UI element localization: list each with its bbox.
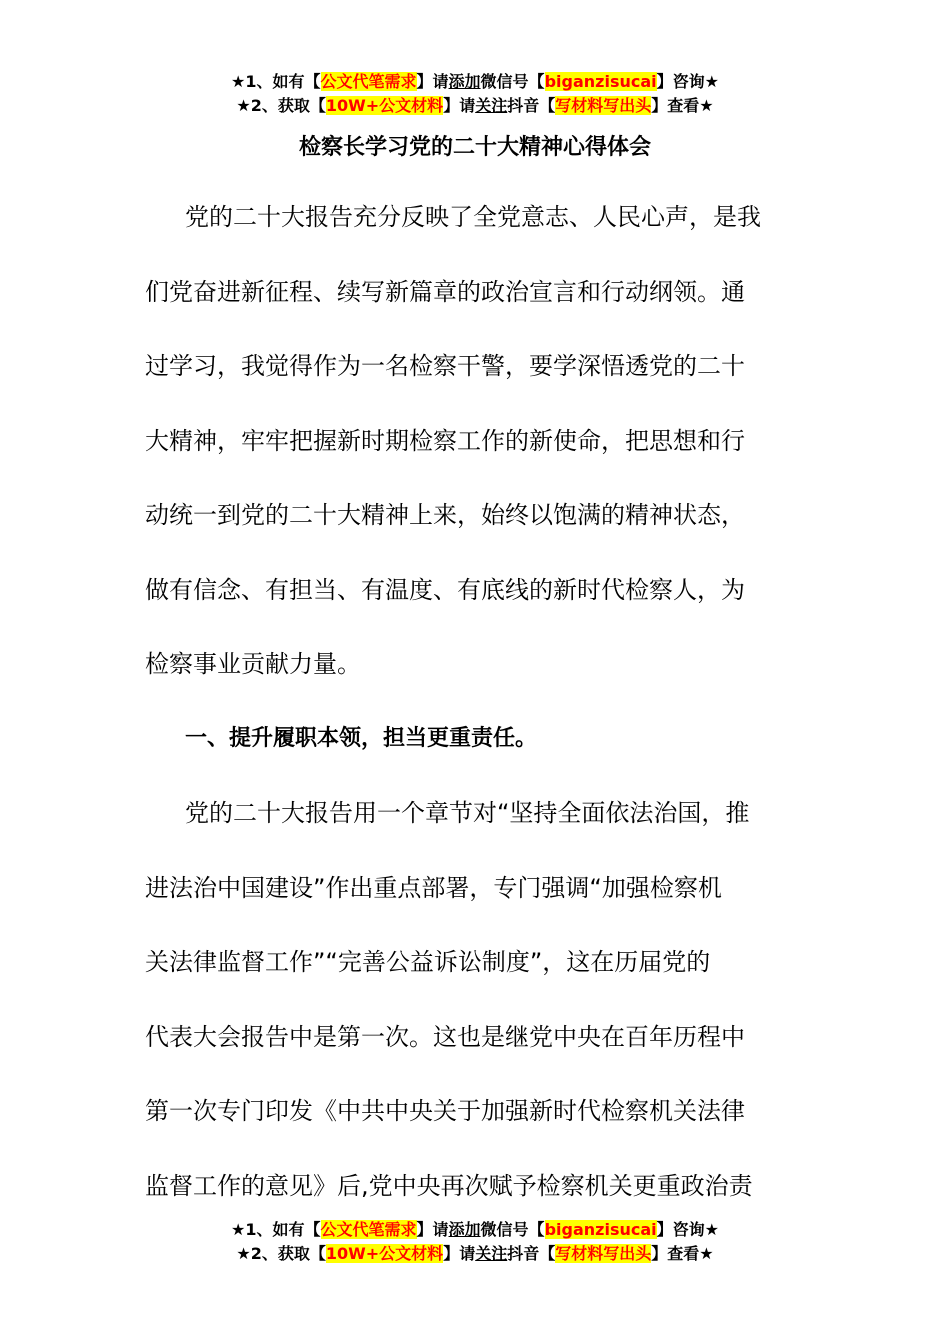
paragraph-line: 做有信念、有担当、有温度、有底线的新时代检察人，为	[145, 575, 745, 604]
paragraph-line: 大精神，牢牢把握新时期检察工作的新使命，把思想和行	[145, 426, 745, 455]
highlight-douyin: 写材料写出头	[555, 1244, 652, 1263]
paragraph-line: 关法律监督工作”“完善公益诉讼制度”，这在历届党的	[145, 948, 711, 976]
paragraph-line: 监督工作的意见》后,党中央再次赋予检察机关更重政治责	[145, 1171, 753, 1200]
highlight-materials: 10W+公文材料	[325, 96, 444, 115]
highlight-douyin: 写材料写出头	[555, 96, 652, 115]
paragraph-line: 代表大会报告中是第一次。这也是继党中央在百年历程中	[145, 1022, 745, 1051]
promo-banner-bottom	[0, 1218, 950, 1266]
paragraph-intro	[145, 180, 805, 702]
document-title: 检察长学习党的二十大精神心得体会	[298, 135, 651, 160]
paragraph-line: 过学习，我觉得作为一名检察干警，要学深悟透党的二十	[145, 352, 745, 380]
paragraph-line: 们党奋进新征程、续写新篇章的政治宣言和行动纲领。通	[145, 277, 745, 306]
paragraph-line: 进法治中国建设”作出重点部署，专门强调“加强检察机	[145, 873, 722, 902]
document-body	[145, 180, 805, 1223]
highlight-service: 公文代笔需求	[320, 1220, 417, 1239]
highlight-wechat-id: biganzisucai	[544, 72, 657, 91]
promo-line-2: ★2、获取【10W+公文材料】请关注抖音【写材料写出头】查看★	[236, 96, 714, 115]
paragraph-line: 党的二十大报告用一个章节对“坚持全面依法治国，推	[185, 799, 750, 827]
paragraph-section-1	[145, 776, 805, 1223]
paragraph-line: 党的二十大报告充分反映了全党意志、人民心声，是我	[185, 203, 761, 231]
paragraph-line: 检察事业贡献力量。	[145, 650, 361, 678]
highlight-wechat-id: biganzisucai	[544, 1220, 657, 1239]
promo-line-1: ★1、如有【公文代笔需求】请添加微信号【biganzisucai】咨询★	[231, 72, 719, 91]
paragraph-line: 动统一到党的二十大精神上来，始终以饱满的精神状态，	[145, 501, 745, 529]
paragraph-line: 第一次专门印发《中共中央关于加强新时代检察机关法律	[145, 1097, 745, 1125]
highlight-service: 公文代笔需求	[320, 72, 417, 91]
section-heading-1: 一、提升履职本领，担当更重责任。	[185, 725, 538, 751]
highlight-materials: 10W+公文材料	[325, 1244, 444, 1263]
promo-line-1: ★1、如有【公文代笔需求】请添加微信号【biganzisucai】咨询★	[231, 1220, 719, 1239]
promo-banner-top	[0, 70, 950, 118]
promo-line-2: ★2、获取【10W+公文材料】请关注抖音【写材料写出头】查看★	[236, 1244, 714, 1263]
